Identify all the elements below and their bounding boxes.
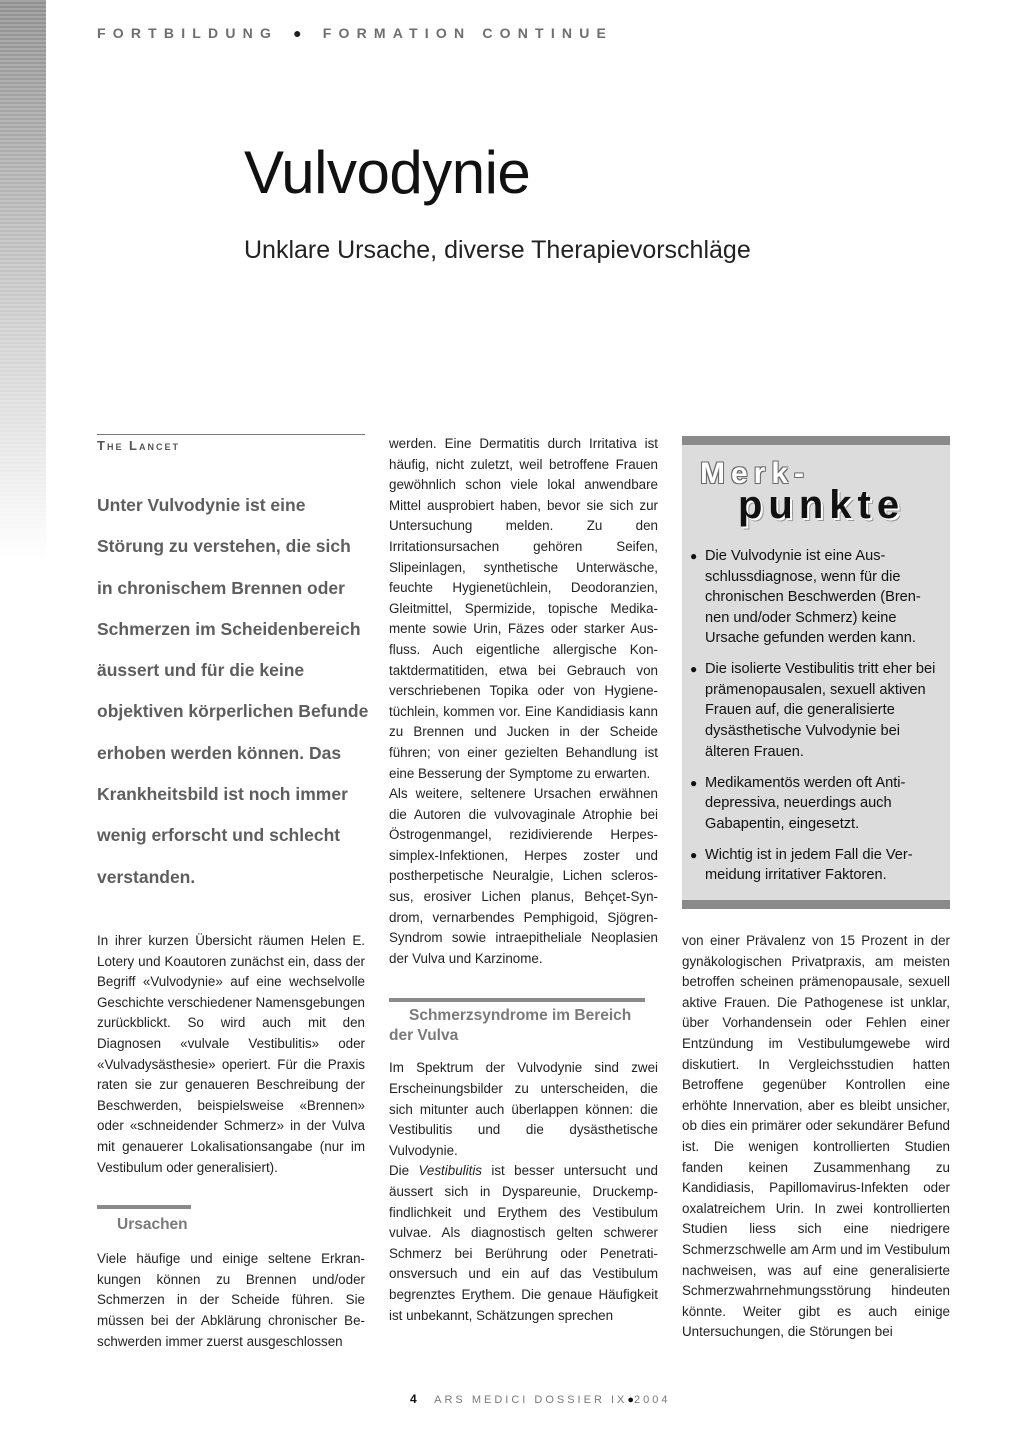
bullet-icon: ● bbox=[690, 662, 698, 677]
section-heading-ursachen bbox=[97, 1205, 191, 1235]
column2-paragraph-4 bbox=[389, 1161, 658, 1326]
source-text: The Lancet bbox=[97, 438, 180, 453]
bullet-icon: ● bbox=[690, 775, 698, 790]
merkpunkte-box bbox=[682, 436, 950, 909]
publication-name: ARS MEDICI DOSSIER IX bbox=[434, 1394, 628, 1406]
merkpunkt-item bbox=[690, 773, 940, 835]
running-head bbox=[97, 25, 613, 41]
page-number: 4 bbox=[410, 1392, 417, 1406]
section-heading-schmerzsyndrome bbox=[389, 998, 645, 1046]
para4-rest: ist besser untersucht und äussert sich in Dyspareunie, Druckempfindlichkeit und Erythem des Vestibulum vulvae. Als diagnostisch gelten schwerer Schmerz bei Berührung oder Penetrationsversuch und ein auf das Vestibulum begrenztes Erythem. Die genaue Häufigkeit ist unbekannt, Schätzungen sprechen bbox=[389, 1163, 658, 1323]
intro-paragraph: In ihrer kurzen Übersicht räumen Helen E. Lotery und Koautoren zunächst ein, dass der Begriff «Vulvodynie» auf eine wechselvolle Geschichte verschiedener Namensgebungen zurückblickt. So wird auch mit den Diagnosen «vulvale Vestibulitis» oder «Vulvadysästhesie» operiert. Für die Praxis raten sie zur genaueren Beschreibung der Beschwerden, beispielsweise «Brennen» oder «schneidender Schmerz» in der Vulva mit genauerer Lokalisationsangabe (nur im Vestibulum oder generalisiert). bbox=[97, 933, 365, 1175]
column2-paragraph-1: werden. Eine Dermatitis durch Irritativa ist häufig, nicht zuletzt, weil betroffene Frauen gewöhnlich schon viele lokal anwendbare Mittel ausprobiert haben, bevor sie sich zur Untersuchung melden. Zu den Irritationsursachen gehören Seifen, Slipeinlagen, synthetische Unterwäsche, feuchte Hygienetüchlein, Deodoranzien, Gleitmittel, Spermizide, topische Medikamente sowie Urin, Fäzes oder starker Ausfluss. Auch eigentliche allergische Kontaktdermatitiden, etwa bei Gebrauch von verschriebenen Topika oder von Hygienetüchlein, kommen vor. Eine Kandidiasis kann zu Brennen und Jucken in der Scheide führen; von einer gezielten Behandlung ist eine Besserung der Symptome zu erwarten. bbox=[389, 436, 658, 781]
column-3 bbox=[682, 931, 950, 1343]
merkpunkte-title-top: Merk- bbox=[700, 457, 811, 490]
column3-paragraph: von einer Prävalenz von 15 Prozent in der gynäkologischen Privatpraxis, am meisten betroffen scheinen prämenopausale, sexuell aktive Frauen. Die Pathogenese ist unklar, über Vorhandensein oder Fehlen einer Entzündung im Vestibulumgewebe wird diskutiert. In Vergleichsstudien hatten Betroffene gegenüber Kontrollen eine erhöhte Innervation, aber es bleibt unsicher, ob dies ein primärer oder sekundärer Befund ist. Die wenigen kontrollierten Studien fanden keinen Zusammenhang zu Kandidiasis, Papillomavirus-Infekten oder oxalatreichem Urin. In zwei kontrollierten Studien liess sich eine niedrigere Schmerzschwelle am Arm und im Vestibulum nachweisen, was auf eine generalisierte Schmerzwahrnehmungsstörung hindeuten könnte. Weiter gibt es auch einige Untersuchungen, die Störungen bei bbox=[682, 933, 950, 1340]
merkpunkt-item bbox=[690, 546, 940, 649]
section-heading-line-2: der Vulva bbox=[389, 1027, 459, 1045]
merkpunkte-title-bottom: punkte bbox=[738, 483, 906, 527]
decorative-side-bar bbox=[0, 0, 46, 560]
article-title: Vulvodynie bbox=[244, 139, 531, 206]
ursachen-paragraph: Viele häufige und einige seltene Erkrankungen können zu Brennen und/oder Schmerzen in der Scheide führen. Sie müssen bei der Abklärung chronischer Beschwerden immer zuerst ausgeschlossen bbox=[97, 1251, 365, 1349]
publication-year: 2004 bbox=[634, 1394, 671, 1406]
column-1 bbox=[97, 931, 365, 1352]
section-heading-line-1: Schmerzsyndrome im Bereich bbox=[409, 1007, 632, 1025]
column-2 bbox=[389, 434, 658, 1326]
merkpunkt-text: Wichtig ist in jedem Fall die Vermeidung irritativer Faktoren. bbox=[705, 846, 913, 884]
para4-prefix: Die bbox=[389, 1163, 419, 1179]
running-head-right: FORMATION CONTINUE bbox=[322, 25, 614, 41]
merkpunkt-text: Die Vulvodynie ist eine Ausschlussdiagnose, wenn für die chronischen Beschwerden (Brennen und/oder Schmerz) keine Ursache gefunden werden kann. bbox=[705, 548, 921, 647]
lead-paragraph: Unter Vulvodynie ist eine Störung zu verstehen, die sich in chronischem Brennen oder Schmerzen im Scheidenbereich äussert und für die keine objektiven körperlichen Befunde erhoben werden können. Das Krankheitsbild ist noch immer wenig erforscht und schlecht verstanden. bbox=[97, 495, 369, 887]
column2-paragraph-3: Im Spektrum der Vulvodynie sind zwei Erscheinungsbilder zu unterscheiden, die sich mitunter auch überlappen können: die Vestibulitis und die dysästhetische Vulvodynie. bbox=[389, 1060, 658, 1158]
merkpunkte-list bbox=[690, 546, 940, 896]
merkpunkt-item bbox=[690, 845, 940, 886]
footer-separator: ● bbox=[627, 1394, 634, 1406]
para4-italic-term: Vestibulitis bbox=[418, 1163, 482, 1179]
column2-paragraph-2: Als weitere, seltenere Ursachen erwähnen die Autoren die vulvovaginale Atrophie bei Östrogenmangel, rezidivierende Herpes-simplex-Infektionen, Herpes zoster und postherpetische Neuralgie, Lichen sclerossus, erosiver Lichen planus, Behçet-Syndrom, vernarbendes Pemphigoid, Sjögren-Syndrom sowie intraepitheliale Neoplasien der Vulva und Karzinome. bbox=[389, 786, 658, 966]
page-footer bbox=[410, 1392, 670, 1406]
section-heading-text: Ursachen bbox=[117, 1216, 188, 1234]
bullet-icon: ● bbox=[690, 549, 698, 563]
running-head-left: FORTBILDUNG bbox=[97, 25, 279, 41]
merkpunkt-item bbox=[690, 659, 940, 762]
merkpunkt-text: Die isolierte Vestibulitis tritt eher bei prämenopausalen, sexuell aktiven Frauen auf, die generalisierte dysästhetische Vulvodynie bei älteren Frauen. bbox=[705, 661, 936, 760]
source-label bbox=[97, 434, 365, 453]
running-head-separator: ● bbox=[293, 25, 302, 41]
article-subtitle: Unklare Ursache, diverse Therapievorschläge bbox=[244, 236, 751, 264]
bullet-icon: ● bbox=[690, 847, 698, 862]
merkpunkt-text: Medikamentös werden oft Antidepressiva, neuerdings auch Gabapentin, eingesetzt. bbox=[705, 774, 906, 832]
